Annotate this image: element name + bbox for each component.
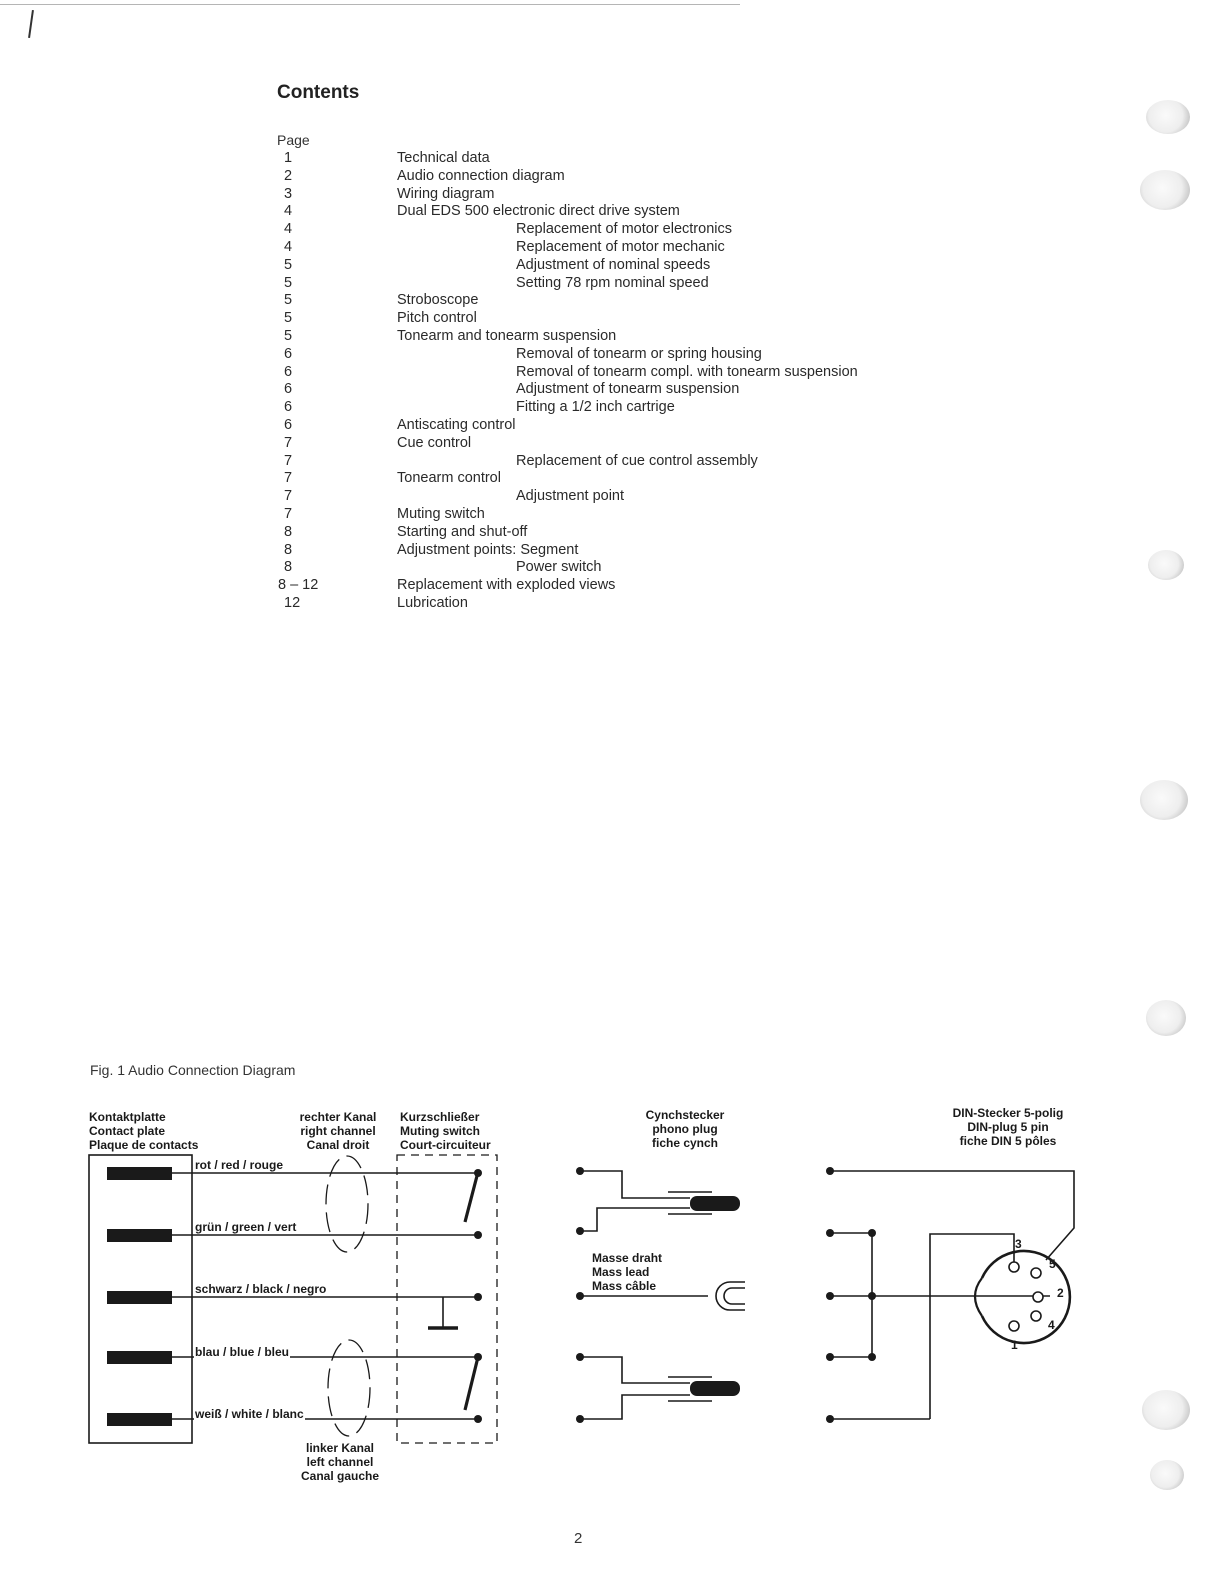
phono-plug-label: Cynchstecker phono plug fiche cynch — [645, 1108, 725, 1150]
toc-entry-text: Adjustment point — [516, 488, 625, 505]
toc-entry-text: Fitting a 1/2 inch cartrige — [516, 399, 675, 416]
toc-page-number: 5 — [284, 256, 293, 273]
din-pin-5: 5 — [1049, 1257, 1056, 1271]
toc-page-number: 1 — [284, 150, 293, 166]
page-number: 2 — [574, 1530, 583, 1547]
toc-page-number: 7 — [284, 488, 293, 505]
din-pin-2: 2 — [1057, 1286, 1064, 1300]
toc-page-number: 8 — [284, 541, 293, 558]
page-title: Contents — [277, 82, 360, 103]
toc-entry-text: Tonearm and tonearm suspension — [397, 328, 617, 344]
wire-label-green: grün / green / vert — [195, 1220, 297, 1234]
mass-lead-label: Masse draht Mass lead Mass câble — [592, 1251, 663, 1293]
toc-entry-text: Muting switch — [397, 506, 485, 522]
toc-entry-text: Setting 78 rpm nominal speed — [516, 274, 709, 291]
toc-page-number: 2 — [284, 167, 293, 184]
muting-switch-box — [397, 1155, 497, 1443]
toc-entry-text: Power switch — [516, 559, 602, 576]
toc-entry-text: Stroboscope — [397, 292, 479, 309]
wire-label-red: rot / red / rouge — [195, 1158, 284, 1172]
toc-entry-text: Adjustment points: Segment — [397, 541, 579, 558]
din-pin-3: 3 — [1015, 1237, 1022, 1251]
toc-entry-text: Pitch control — [397, 310, 477, 327]
toc-entry-text: Replacement of cue control assembly — [516, 452, 758, 469]
left-channel-label: linker Kanal left channel Canal gauche — [300, 1441, 380, 1483]
toc-page-number: 8 — [284, 523, 293, 540]
toc-entry-text: Removal of tonearm compl. with tonearm suspension — [516, 363, 858, 380]
toc-entry-text: Adjustment of tonearm suspension — [516, 381, 740, 398]
wire-label-black: schwarz / black / negro — [195, 1282, 327, 1296]
toc-entry-text: Lubrication — [397, 595, 468, 611]
toc-page-number: 6 — [284, 381, 293, 398]
toc-page-number: 7 — [284, 506, 293, 522]
wire-label-white: weiß / white / blanc — [195, 1407, 304, 1421]
toc-page-header: Page — [277, 132, 310, 148]
toc-entry-text: Antiscating control — [397, 417, 516, 433]
toc-page-number: 7 — [284, 434, 293, 451]
toc-page-number: 6 — [284, 399, 293, 416]
toc-entry-text: Removal of tonearm or spring housing — [516, 345, 762, 362]
din-pin-4: 4 — [1048, 1318, 1055, 1332]
toc-page-number: 12 — [284, 595, 301, 611]
toc-entry-text: Replacement of motor mechanic — [516, 239, 725, 255]
toc-entry-text: Technical data — [397, 150, 490, 166]
toc-page-number: 6 — [284, 345, 293, 362]
toc-entry-text: Starting and shut-off — [397, 523, 528, 540]
toc-entry-text: Cue control — [397, 434, 472, 451]
toc-page-number: 5 — [284, 310, 293, 327]
toc-page-number: 6 — [284, 417, 293, 433]
din-pin-1: 1 — [1011, 1338, 1018, 1352]
toc-page-number: 7 — [284, 452, 293, 469]
toc-page-number: 5 — [284, 328, 293, 344]
muting-switch-label: Kurzschließer Muting switch Court-circuiteur — [400, 1110, 491, 1152]
toc-page-number: 4 — [284, 203, 293, 220]
toc-entry-text: Adjustment of nominal speeds — [516, 256, 711, 273]
right-channel-label: rechter Kanal right channel Canal droit — [299, 1110, 377, 1152]
toc-page-number: 8 — [284, 559, 293, 576]
din-plug-label: DIN-Stecker 5-polig DIN-plug 5 pin fiche DIN 5 pôles — [952, 1106, 1064, 1148]
toc-page-number: 6 — [284, 363, 293, 380]
toc-entry-text: Tonearm control — [397, 470, 501, 487]
toc-page-number: 8 – 12 — [278, 577, 319, 594]
toc-entry-text: Replacement of motor electronics — [516, 221, 732, 238]
toc-page-number: 7 — [284, 470, 293, 487]
wire-label-blue: blau / blue / bleu — [195, 1345, 290, 1359]
figure-caption: Fig. 1 Audio Connection Diagram — [90, 1062, 296, 1078]
toc-page-number: 3 — [284, 185, 293, 202]
toc-page-number: 5 — [284, 274, 293, 291]
toc-page-number: 4 — [284, 239, 293, 255]
toc-entry-text: Replacement with exploded views — [397, 577, 616, 594]
toc-entry-text: Audio connection diagram — [397, 167, 565, 184]
toc-page-number: 4 — [284, 221, 293, 238]
toc-page-number: 5 — [284, 292, 293, 309]
toc-entry-text: Wiring diagram — [397, 185, 495, 202]
contact-plate-label: Kontaktplatte Contact plate Plaque de contacts — [89, 1110, 199, 1152]
toc-entry-text: Dual EDS 500 electronic direct drive system — [397, 203, 680, 220]
